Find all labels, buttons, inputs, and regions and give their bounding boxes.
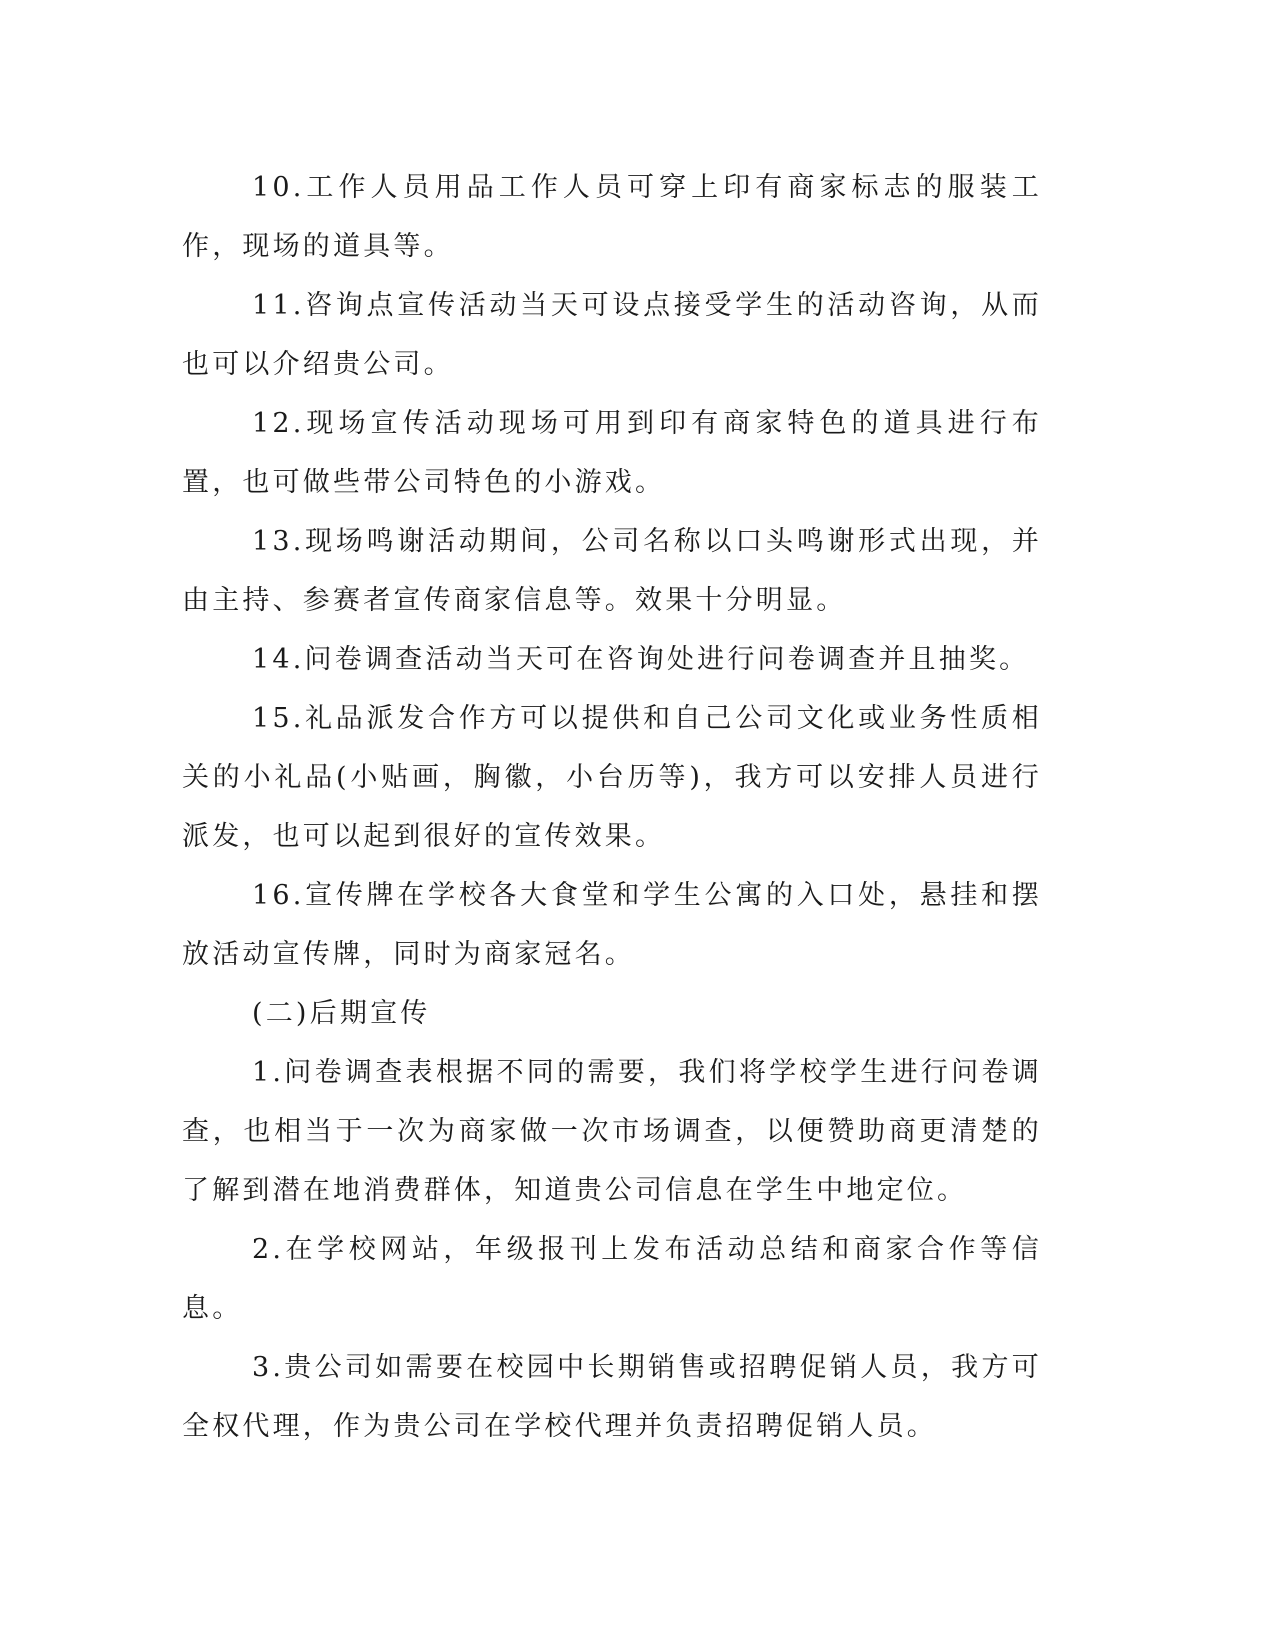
paragraph-item-13: 13.现场鸣谢活动期间，公司名称以口头鸣谢形式出现，并由主持、参赛者宣传商家信息等。效果十分明显。 — [182, 526, 1042, 616]
paragraph-item-15: 15.礼品派发合作方可以提供和自己公司文化或业务性质相关的小礼品(小贴画，胸徽，小台历等)，我方可以安排人员进行派发，也可以起到很好的宣传效果。 — [182, 703, 1042, 852]
paragraph-item-10: 10.工作人员用品工作人员可穿上印有商家标志的服装工作，现场的道具等。 — [182, 172, 1042, 262]
paragraph-later-3: 3.贵公司如需要在校园中长期销售或招聘促销人员，我方可全权代理，作为贵公司在学校代理并负责招聘促销人员。 — [182, 1352, 1042, 1442]
paragraph-later-2: 2.在学校网站，年级报刊上发布活动总结和商家合作等信息。 — [182, 1234, 1042, 1324]
paragraph-later-1: 1.问卷调查表根据不同的需要，我们将学校学生进行问卷调查，也相当于一次为商家做一次市场调查，以便赞助商更清楚的了解到潜在地消费群体，知道贵公司信息在学生中地定位。 — [182, 1057, 1042, 1206]
paragraph-item-14: 14.问卷调查活动当天可在咨询处进行问卷调查并且抽奖。 — [252, 644, 1030, 675]
section-heading-later-promotion: (二)后期宣传 — [252, 998, 431, 1029]
document-body — [182, 158, 1042, 1456]
paragraph-item-16: 16.宣传牌在学校各大食堂和学生公寓的入口处，悬挂和摆放活动宣传牌，同时为商家冠名。 — [182, 880, 1042, 970]
paragraph-item-11: 11.咨询点宣传活动当天可设点接受学生的活动咨询，从而也可以介绍贵公司。 — [182, 290, 1042, 380]
paragraph-item-12: 12.现场宣传活动现场可用到印有商家特色的道具进行布置，也可做些带公司特色的小游戏。 — [182, 408, 1042, 498]
